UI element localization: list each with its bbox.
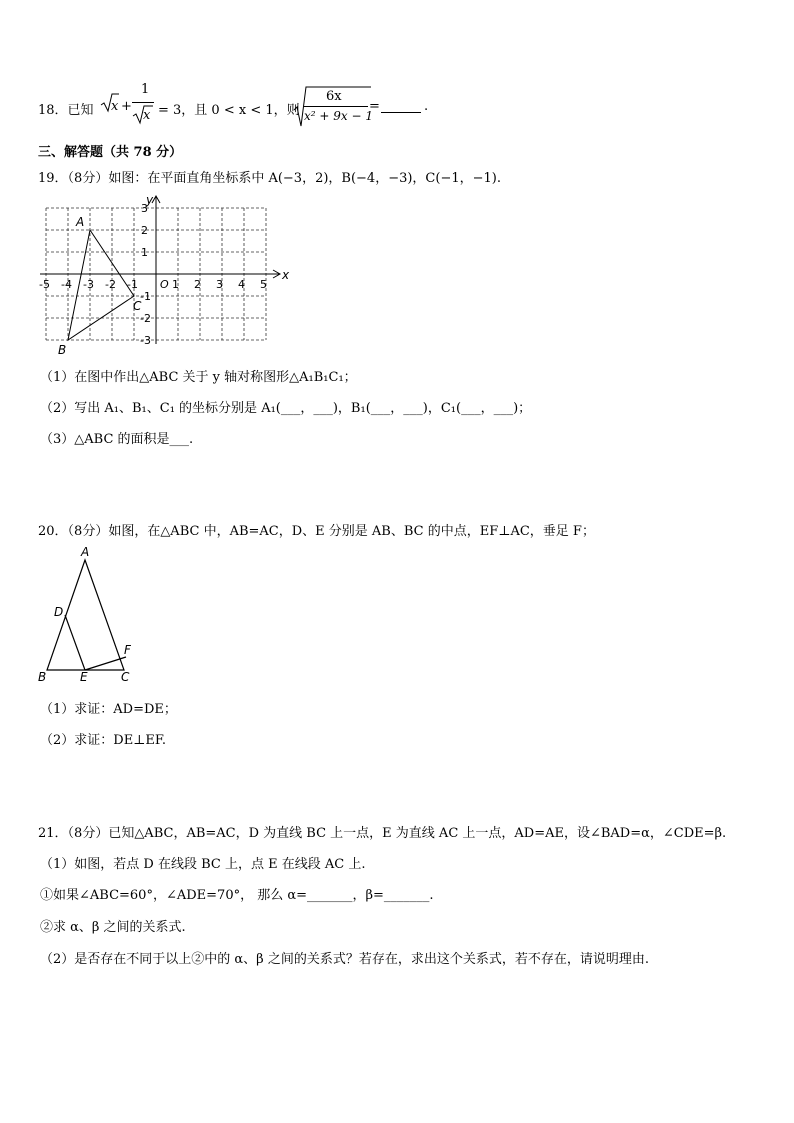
x-tick: 5 — [260, 278, 267, 291]
x-tick: -2 — [105, 278, 116, 291]
q18-number: 18．已知 — [38, 103, 94, 118]
y-tick: -1 — [140, 290, 151, 303]
x-axis-label: x — [282, 268, 290, 282]
segment-ef — [85, 657, 126, 670]
x-tick: 4 — [238, 278, 245, 291]
fraction-bar — [304, 106, 368, 107]
q21-stem: 21．（8分）已知△ABC，AB=AC，D 为直线 BC 上一点，E 为直线 AC 上一点，AD=AE，设∠BAD=α，∠CDE=β. — [38, 826, 727, 841]
vertex-label-c: C — [121, 670, 130, 684]
triangle-figure — [34, 544, 144, 684]
vertex-label-e: E — [80, 670, 88, 684]
y-axis-label: y — [146, 194, 154, 207]
answer-blank[interactable] — [381, 100, 421, 113]
q19-part2: （2）写出 A₁、B₁、C₁ 的坐标分别是 A₁(___，___)，B₁(___，___)，C₁(___，___)； — [40, 401, 532, 416]
y-tick: 3 — [141, 202, 148, 215]
q19-part1: （1）在图中作出△ABC 关于 y 轴对称图形△A₁B₁C₁； — [40, 370, 357, 385]
q20-stem: 20．（8分）如图，在△ABC 中，AB=AC，D、E 分别是 AB、BC 的中点，EF⊥AC，垂足 F； — [38, 524, 595, 539]
y-tick: -2 — [140, 312, 151, 325]
q18-frac-numerator: 1 — [141, 82, 150, 97]
vertex-label-a: A — [76, 215, 85, 229]
q18-condition: = 3，且 0 < x < 1，则 — [158, 103, 300, 118]
q18-sqrt-x: x — [111, 99, 119, 114]
fraction-bar — [132, 102, 154, 103]
q20-part2: （2）求证：DE⊥EF. — [40, 733, 167, 748]
q18-frac-denominator: x — [143, 108, 151, 123]
x-tick: -4 — [61, 278, 72, 291]
q18-equals: = — [369, 99, 380, 114]
x-tick: 1 — [172, 278, 179, 291]
vertex-label-a: A — [81, 545, 90, 559]
vertex-label-d: D — [54, 605, 64, 619]
q18-plus: + — [121, 99, 132, 114]
x-tick: -1 — [127, 278, 138, 291]
q18-big-numerator: 6x — [326, 89, 342, 104]
q20-part1: （1）求证：AD=DE； — [40, 702, 177, 717]
x-tick: 2 — [194, 278, 201, 291]
x-tick: -5 — [39, 278, 50, 291]
x-tick: -3 — [83, 278, 94, 291]
y-tick: -3 — [140, 334, 151, 347]
q21-case2: ②求 α、β 之间的关系式. — [40, 920, 186, 935]
q21-part1: （1）如图，若点 D 在线段 BC 上，点 E 在线段 AC 上. — [40, 857, 366, 872]
vertex-label-b: B — [38, 670, 47, 684]
vertex-label-b: B — [58, 343, 67, 356]
segment-de — [65, 615, 85, 670]
q21-part2: （2）是否存在不同于以上②中的 α、β 之间的关系式？若存在，求出这个关系式，若不存在，请说明理由. — [40, 952, 649, 967]
q19-stem: 19．（8分）如图：在平面直角坐标系中 A(−3，2)，B(−4，−3)，C(−1，−1). — [38, 171, 501, 186]
y-tick: 2 — [141, 224, 148, 237]
q18-end: . — [424, 99, 429, 114]
origin-label: O — [160, 278, 169, 291]
q18-big-denominator: x² + 9x − 1 — [304, 109, 373, 123]
x-tick-labels — [39, 278, 267, 291]
triangle-abc — [68, 230, 134, 340]
y-tick: 1 — [141, 246, 148, 259]
x-tick: 3 — [216, 278, 223, 291]
q21-case1: ①如果∠ABC=60°，∠ADE=70°， 那么 α=_______，β=_______. — [40, 888, 434, 903]
vertex-label-c: C — [133, 299, 142, 313]
section-heading: 三、解答题（共 78 分） — [38, 145, 183, 160]
vertex-label-f: F — [124, 643, 131, 657]
q19-part3: （3）△ABC 的面积是___. — [40, 432, 194, 447]
coordinate-grid-figure — [36, 194, 292, 356]
